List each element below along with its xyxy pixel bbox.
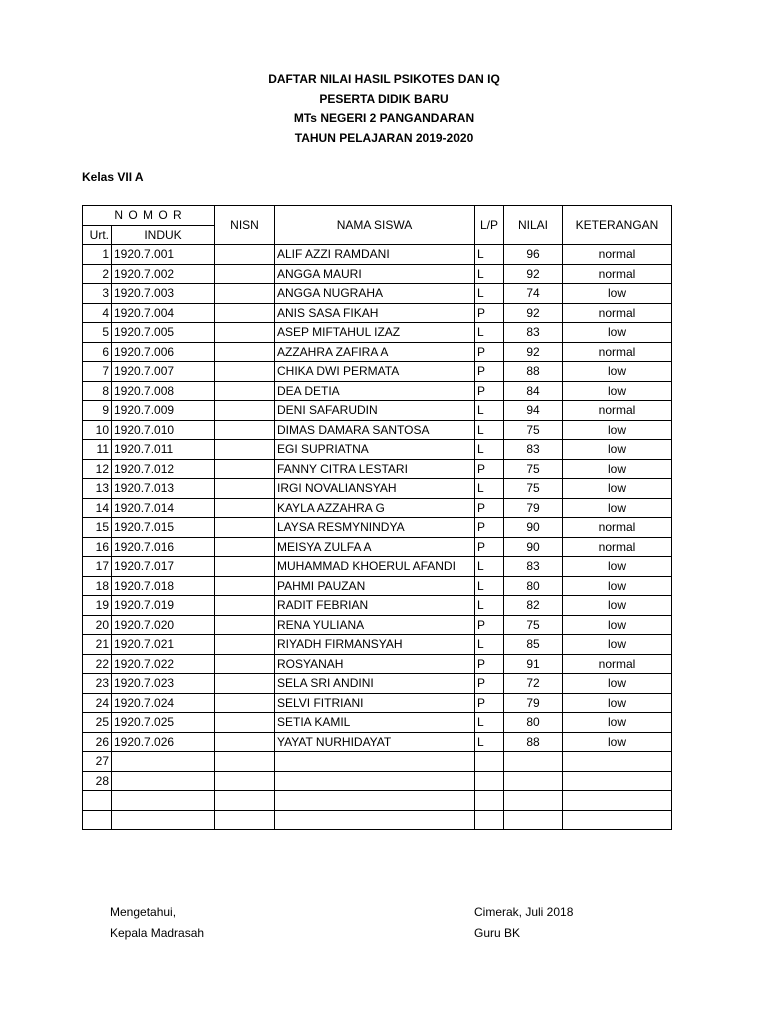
cell-nama: FANNY CITRA LESTARI — [275, 459, 475, 479]
cell-urt: 4 — [83, 303, 112, 323]
cell-nisn — [215, 771, 275, 791]
cell-nilai: 74 — [504, 284, 563, 304]
cell-nama: DIMAS DAMARA SANTOSA — [275, 420, 475, 440]
signature-left-line1: Mengetahui, — [110, 905, 177, 919]
cell-keterangan — [563, 771, 672, 791]
cell-nilai: 96 — [504, 245, 563, 265]
cell-urt: 11 — [83, 440, 112, 460]
cell-nama: ROSYANAH — [275, 654, 475, 674]
cell-lp: L — [475, 479, 504, 499]
cell-nama — [275, 771, 475, 791]
cell-urt: 20 — [83, 615, 112, 635]
cell-lp: P — [475, 615, 504, 635]
cell-urt: 15 — [83, 518, 112, 538]
header-lp: L/P — [475, 206, 504, 245]
cell-nama: DEA DETIA — [275, 381, 475, 401]
cell-nilai: 82 — [504, 596, 563, 616]
cell-nilai: 90 — [504, 518, 563, 538]
cell-induk: 1920.7.008 — [112, 381, 215, 401]
cell-keterangan: normal — [563, 401, 672, 421]
cell-keterangan: low — [563, 635, 672, 655]
cell-nilai: 85 — [504, 635, 563, 655]
cell-urt: 22 — [83, 654, 112, 674]
table-row — [83, 342, 672, 362]
cell-nisn — [215, 596, 275, 616]
cell-nilai: 92 — [504, 264, 563, 284]
cell-induk: 1920.7.003 — [112, 284, 215, 304]
cell-keterangan: low — [563, 576, 672, 596]
cell-lp: L — [475, 576, 504, 596]
cell-lp: L — [475, 732, 504, 752]
cell-nama: PAHMI PAUZAN — [275, 576, 475, 596]
cell-urt: 27 — [83, 752, 112, 772]
table-row — [83, 245, 672, 265]
cell-nilai: 94 — [504, 401, 563, 421]
cell-keterangan: low — [563, 440, 672, 460]
cell-urt: 21 — [83, 635, 112, 655]
cell-nisn — [215, 713, 275, 733]
cell-nisn — [215, 323, 275, 343]
cell-nisn — [215, 498, 275, 518]
cell-keterangan: low — [563, 420, 672, 440]
table-row — [83, 810, 672, 830]
cell-urt: 19 — [83, 596, 112, 616]
table-row — [83, 498, 672, 518]
cell-nilai: 75 — [504, 420, 563, 440]
table-row — [83, 771, 672, 791]
cell-nama: MUHAMMAD KHOERUL AFANDI — [275, 557, 475, 577]
cell-nilai: 84 — [504, 381, 563, 401]
cell-nama: ASEP MIFTAHUL IZAZ — [275, 323, 475, 343]
table-row — [83, 381, 672, 401]
cell-nilai: 92 — [504, 303, 563, 323]
table-row — [83, 654, 672, 674]
cell-nisn — [215, 440, 275, 460]
cell-urt: 17 — [83, 557, 112, 577]
cell-induk — [112, 771, 215, 791]
table-row — [83, 459, 672, 479]
cell-nisn — [215, 810, 275, 830]
table-row — [83, 752, 672, 772]
cell-nilai: 88 — [504, 732, 563, 752]
cell-nisn — [215, 752, 275, 772]
table-row — [83, 596, 672, 616]
cell-lp: P — [475, 498, 504, 518]
cell-nama: ANGGA NUGRAHA — [275, 284, 475, 304]
cell-induk: 1920.7.013 — [112, 479, 215, 499]
cell-urt: 13 — [83, 479, 112, 499]
cell-induk: 1920.7.015 — [112, 518, 215, 538]
cell-induk — [112, 810, 215, 830]
table-row — [83, 615, 672, 635]
cell-nilai: 75 — [504, 479, 563, 499]
table-row — [83, 576, 672, 596]
cell-urt: 24 — [83, 693, 112, 713]
cell-induk: 1920.7.004 — [112, 303, 215, 323]
cell-nisn — [215, 791, 275, 811]
cell-keterangan: low — [563, 362, 672, 382]
table-row — [83, 303, 672, 323]
cell-nisn — [215, 479, 275, 499]
cell-lp: P — [475, 342, 504, 362]
cell-nama — [275, 810, 475, 830]
cell-induk: 1920.7.014 — [112, 498, 215, 518]
cell-induk: 1920.7.001 — [112, 245, 215, 265]
cell-nama: CHIKA DWI PERMATA — [275, 362, 475, 382]
cell-nama: LAYSA RESMYNINDYA — [275, 518, 475, 538]
cell-lp: P — [475, 518, 504, 538]
cell-nisn — [215, 264, 275, 284]
cell-nisn — [215, 342, 275, 362]
table-row — [83, 557, 672, 577]
cell-urt: 26 — [83, 732, 112, 752]
cell-nisn — [215, 615, 275, 635]
cell-urt: 16 — [83, 537, 112, 557]
signature-right-line1: Cimerak, Juli 2018 — [474, 905, 574, 919]
cell-keterangan: normal — [563, 654, 672, 674]
cell-nilai: 92 — [504, 342, 563, 362]
cell-nilai: 90 — [504, 537, 563, 557]
cell-induk: 1920.7.025 — [112, 713, 215, 733]
cell-lp: L — [475, 557, 504, 577]
doc-title-line1: DAFTAR NILAI HASIL PSIKOTES DAN IQ — [268, 72, 500, 86]
cell-lp: P — [475, 381, 504, 401]
table-row — [83, 323, 672, 343]
cell-nisn — [215, 381, 275, 401]
cell-keterangan: low — [563, 381, 672, 401]
table-row — [83, 479, 672, 499]
cell-nilai: 80 — [504, 576, 563, 596]
cell-nilai: 75 — [504, 615, 563, 635]
cell-lp: L — [475, 284, 504, 304]
cell-keterangan: low — [563, 596, 672, 616]
table-row — [83, 635, 672, 655]
cell-keterangan: low — [563, 674, 672, 694]
cell-induk: 1920.7.026 — [112, 732, 215, 752]
cell-induk: 1920.7.005 — [112, 323, 215, 343]
cell-induk: 1920.7.009 — [112, 401, 215, 421]
cell-urt: 14 — [83, 498, 112, 518]
cell-lp: P — [475, 537, 504, 557]
cell-lp: P — [475, 654, 504, 674]
cell-induk: 1920.7.007 — [112, 362, 215, 382]
cell-induk: 1920.7.022 — [112, 654, 215, 674]
cell-induk: 1920.7.020 — [112, 615, 215, 635]
cell-lp — [475, 791, 504, 811]
table-row — [83, 674, 672, 694]
cell-induk: 1920.7.019 — [112, 596, 215, 616]
cell-nama: YAYAT NURHIDAYAT — [275, 732, 475, 752]
cell-nisn — [215, 635, 275, 655]
table-row — [83, 284, 672, 304]
cell-lp: L — [475, 635, 504, 655]
cell-nilai: 72 — [504, 674, 563, 694]
cell-urt: 18 — [83, 576, 112, 596]
cell-urt: 3 — [83, 284, 112, 304]
cell-keterangan — [563, 752, 672, 772]
cell-nisn — [215, 420, 275, 440]
cell-lp: L — [475, 401, 504, 421]
cell-nilai: 83 — [504, 440, 563, 460]
cell-lp: L — [475, 420, 504, 440]
cell-induk — [112, 752, 215, 772]
cell-nama: SELA SRI ANDINI — [275, 674, 475, 694]
cell-nama: KAYLA AZZAHRA G — [275, 498, 475, 518]
table-row — [83, 791, 672, 811]
cell-nama: SETIA KAMIL — [275, 713, 475, 733]
cell-nilai: 91 — [504, 654, 563, 674]
cell-keterangan: normal — [563, 518, 672, 538]
cell-lp: P — [475, 362, 504, 382]
cell-induk: 1920.7.024 — [112, 693, 215, 713]
cell-lp: L — [475, 440, 504, 460]
cell-nama: MEISYA ZULFA A — [275, 537, 475, 557]
cell-nama: RENA YULIANA — [275, 615, 475, 635]
cell-nama: EGI SUPRIATNA — [275, 440, 475, 460]
header-urt: Urt. — [83, 225, 112, 245]
cell-urt: 12 — [83, 459, 112, 479]
cell-nilai: 79 — [504, 498, 563, 518]
cell-lp: P — [475, 459, 504, 479]
cell-lp: L — [475, 264, 504, 284]
header-nilai: NILAI — [504, 206, 563, 245]
cell-nisn — [215, 537, 275, 557]
cell-urt — [83, 810, 112, 830]
cell-induk: 1920.7.012 — [112, 459, 215, 479]
cell-nama: DENI SAFARUDIN — [275, 401, 475, 421]
cell-lp: L — [475, 245, 504, 265]
cell-nisn — [215, 654, 275, 674]
cell-nama: ANGGA MAURI — [275, 264, 475, 284]
cell-nilai: 83 — [504, 557, 563, 577]
cell-nama: ANIS SASA FIKAH — [275, 303, 475, 323]
cell-urt: 10 — [83, 420, 112, 440]
header-nama: NAMA SISWA — [275, 206, 475, 245]
cell-induk: 1920.7.002 — [112, 264, 215, 284]
header-nisn: NISN — [215, 206, 275, 245]
cell-lp: P — [475, 693, 504, 713]
cell-keterangan: low — [563, 498, 672, 518]
score-table — [82, 205, 672, 830]
cell-nilai — [504, 771, 563, 791]
table-row — [83, 264, 672, 284]
signature-right-line2: Guru BK — [474, 926, 521, 940]
cell-urt: 7 — [83, 362, 112, 382]
cell-nisn — [215, 518, 275, 538]
cell-urt: 23 — [83, 674, 112, 694]
cell-keterangan: low — [563, 323, 672, 343]
cell-nama: RADIT FEBRIAN — [275, 596, 475, 616]
cell-nama — [275, 791, 475, 811]
cell-urt: 2 — [83, 264, 112, 284]
cell-nilai: 80 — [504, 713, 563, 733]
doc-title-line4: TAHUN PELAJARAN 2019-2020 — [294, 131, 474, 145]
cell-nisn — [215, 303, 275, 323]
cell-nilai: 88 — [504, 362, 563, 382]
cell-nisn — [215, 362, 275, 382]
cell-keterangan: normal — [563, 264, 672, 284]
cell-keterangan: low — [563, 479, 672, 499]
cell-nilai: 83 — [504, 323, 563, 343]
cell-nama: SELVI FITRIANI — [275, 693, 475, 713]
table-body — [83, 245, 672, 830]
header-induk: INDUK — [112, 225, 215, 245]
cell-lp: P — [475, 674, 504, 694]
cell-lp — [475, 752, 504, 772]
cell-nilai — [504, 752, 563, 772]
table-row — [83, 732, 672, 752]
cell-urt: 28 — [83, 771, 112, 791]
cell-lp: L — [475, 596, 504, 616]
cell-induk: 1920.7.016 — [112, 537, 215, 557]
header-nomor: N O M O R — [83, 206, 215, 226]
cell-nama: AZZAHRA ZAFIRA A — [275, 342, 475, 362]
cell-keterangan: low — [563, 557, 672, 577]
cell-urt: 8 — [83, 381, 112, 401]
cell-nisn — [215, 693, 275, 713]
cell-nisn — [215, 557, 275, 577]
cell-nama — [275, 752, 475, 772]
cell-urt — [83, 791, 112, 811]
cell-keterangan: low — [563, 732, 672, 752]
cell-induk: 1920.7.018 — [112, 576, 215, 596]
cell-lp: P — [475, 303, 504, 323]
table-row — [83, 440, 672, 460]
cell-keterangan — [563, 791, 672, 811]
cell-nilai: 79 — [504, 693, 563, 713]
table-row — [83, 693, 672, 713]
doc-title-line3: MTs NEGERI 2 PANGANDARAN — [293, 111, 475, 125]
cell-induk: 1920.7.010 — [112, 420, 215, 440]
cell-nisn — [215, 245, 275, 265]
cell-urt: 25 — [83, 713, 112, 733]
cell-lp — [475, 810, 504, 830]
cell-keterangan: normal — [563, 245, 672, 265]
cell-urt: 1 — [83, 245, 112, 265]
signature-left-line2: Kepala Madrasah — [110, 926, 205, 940]
cell-nisn — [215, 401, 275, 421]
cell-nama: RIYADH FIRMANSYAH — [275, 635, 475, 655]
doc-title-line2: PESERTA DIDIK BARU — [319, 92, 449, 106]
cell-keterangan: low — [563, 615, 672, 635]
cell-induk: 1920.7.023 — [112, 674, 215, 694]
cell-urt: 5 — [83, 323, 112, 343]
cell-lp — [475, 771, 504, 791]
cell-lp: L — [475, 713, 504, 733]
cell-induk: 1920.7.017 — [112, 557, 215, 577]
cell-nisn — [215, 674, 275, 694]
header-keterangan: KETERANGAN — [563, 206, 672, 245]
cell-nilai — [504, 810, 563, 830]
cell-nilai — [504, 791, 563, 811]
cell-urt: 6 — [83, 342, 112, 362]
cell-induk: 1920.7.021 — [112, 635, 215, 655]
cell-keterangan: low — [563, 284, 672, 304]
cell-keterangan: normal — [563, 342, 672, 362]
cell-induk — [112, 791, 215, 811]
table-row — [83, 713, 672, 733]
table-row — [83, 362, 672, 382]
cell-nisn — [215, 459, 275, 479]
cell-keterangan: normal — [563, 303, 672, 323]
cell-induk: 1920.7.006 — [112, 342, 215, 362]
cell-nisn — [215, 576, 275, 596]
cell-induk: 1920.7.011 — [112, 440, 215, 460]
table-row — [83, 518, 672, 538]
cell-lp: L — [475, 323, 504, 343]
cell-keterangan: low — [563, 713, 672, 733]
cell-keterangan: low — [563, 459, 672, 479]
cell-keterangan — [563, 810, 672, 830]
table-row — [83, 420, 672, 440]
cell-keterangan: normal — [563, 537, 672, 557]
table-row — [83, 537, 672, 557]
cell-keterangan: low — [563, 693, 672, 713]
table-row — [83, 401, 672, 421]
cell-nilai: 75 — [504, 459, 563, 479]
class-label: Kelas VII A — [82, 170, 144, 184]
cell-nisn — [215, 284, 275, 304]
cell-nama: IRGI NOVALIANSYAH — [275, 479, 475, 499]
cell-nisn — [215, 732, 275, 752]
cell-nama: ALIF AZZI RAMDANI — [275, 245, 475, 265]
cell-urt: 9 — [83, 401, 112, 421]
